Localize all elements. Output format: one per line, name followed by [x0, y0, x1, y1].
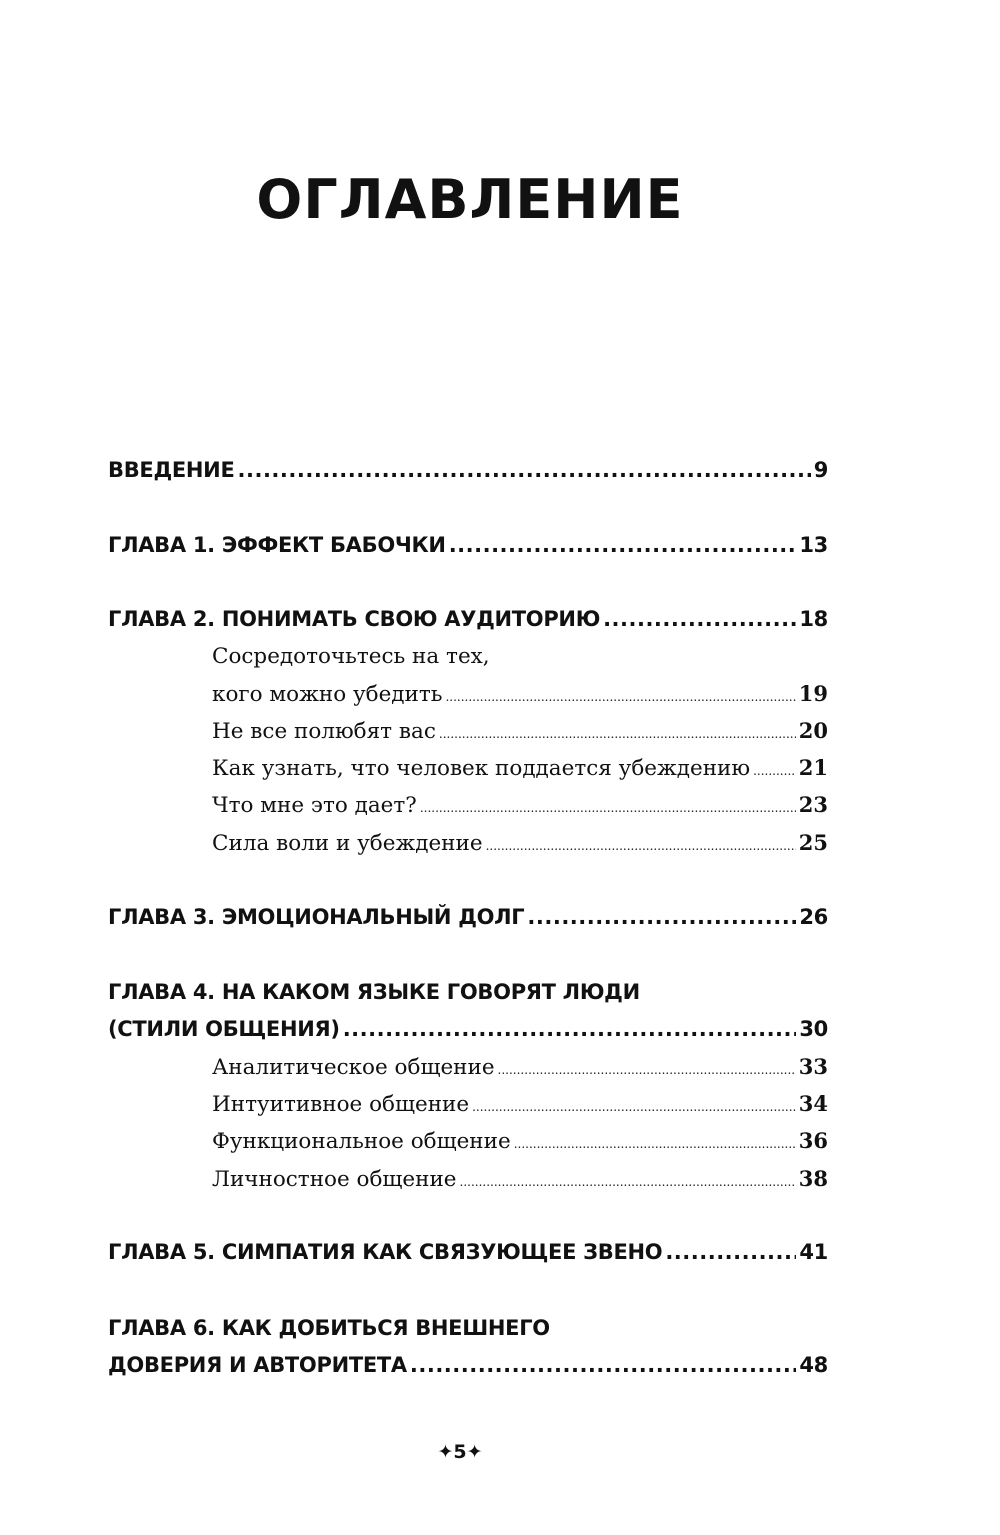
- toc-entry-chapter-6: [108, 1353, 828, 1377]
- toc-entry-label: ГЛАВА 2. ПОНИМАТЬ СВОЮ АУДИТОРИЮ: [108, 607, 601, 631]
- dot-leader: [472, 1100, 796, 1114]
- toc-entry-introduction: [108, 458, 828, 482]
- dot-leader: [343, 1017, 797, 1041]
- toc-entry-page: 30: [799, 1017, 828, 1041]
- dot-leader: [460, 1175, 796, 1189]
- toc-entry-chapter-1: [108, 533, 828, 557]
- toc-subentry: [212, 1054, 828, 1080]
- toc-entry-label: Функциональное общение: [212, 1129, 511, 1154]
- toc-entry-label: кого можно убедить: [212, 682, 443, 707]
- toc-entry-page: 41: [799, 1240, 828, 1264]
- toc-entry-page: 23: [798, 792, 828, 817]
- toc-entry-label: Не все полюбят вас: [212, 719, 436, 744]
- toc-subentry: [212, 792, 828, 818]
- toc-entry-label: ГЛАВА 1. ЭФФЕКТ БАБОЧКИ: [108, 533, 446, 557]
- toc-subentry: [212, 718, 828, 744]
- toc-subentry: [212, 1128, 828, 1154]
- toc-entry-page: 48: [799, 1353, 828, 1377]
- dot-leader: [439, 727, 796, 741]
- toc-subentry: [212, 830, 828, 856]
- dot-leader: [753, 764, 796, 778]
- toc-entry-page: 9: [813, 458, 828, 482]
- dot-leader: [449, 533, 797, 557]
- toc-subentry: [212, 1166, 828, 1192]
- dot-leader: [445, 690, 795, 704]
- toc-entry-line1: ГЛАВА 6. КАК ДОБИТЬСЯ ВНЕШНЕГО: [108, 1316, 550, 1340]
- toc-entry-chapter-4: [108, 1017, 828, 1041]
- toc-entry-label: Что мне это дает?: [212, 793, 417, 818]
- page-title: ОГЛАВЛЕНИЕ: [256, 168, 684, 231]
- dot-leader: [420, 801, 796, 815]
- toc-entry-page: 25: [798, 830, 828, 855]
- toc-entry-label: ДОВЕРИЯ И АВТОРИТЕТА: [108, 1353, 407, 1377]
- dot-leader: [238, 458, 811, 482]
- toc-entry-page: 26: [799, 905, 828, 929]
- dot-leader: [603, 607, 796, 631]
- toc-entry-page: 38: [798, 1166, 828, 1191]
- toc-subentry: [212, 681, 828, 707]
- toc-entry-label: ГЛАВА 3. ЭМОЦИОНАЛЬНЫЙ ДОЛГ: [108, 905, 525, 929]
- toc-entry-page: 13: [799, 533, 828, 557]
- toc-entry-page: 21: [798, 755, 828, 780]
- dot-leader: [514, 1137, 796, 1151]
- dot-leader: [665, 1240, 796, 1264]
- toc-subentry: [212, 755, 828, 781]
- toc-entry-page: 34: [798, 1091, 828, 1116]
- dot-leader: [486, 839, 796, 853]
- dot-leader: [410, 1353, 796, 1377]
- toc-entry-page: 19: [798, 681, 828, 706]
- toc-subentry: [212, 1091, 828, 1117]
- toc-entry-label: Интуитивное общение: [212, 1092, 470, 1117]
- toc-entry-label: ГЛАВА 5. СИМПАТИЯ КАК СВЯЗУЮЩЕЕ ЗВЕНО: [108, 1240, 663, 1264]
- toc-entry-chapter-2: [108, 607, 828, 631]
- dot-leader: [498, 1063, 796, 1077]
- toc-entry-page: 33: [798, 1054, 828, 1079]
- toc-entry-line1: Сосредоточьтесь на тех,: [212, 644, 490, 669]
- toc-entry-label: Сила воли и убеждение: [212, 831, 483, 856]
- toc-entry-label: (СТИЛИ ОБЩЕНИЯ): [108, 1017, 340, 1041]
- toc-entry-label: ВВЕДЕНИЕ: [108, 458, 235, 482]
- toc-entry-label: Личностное общение: [212, 1167, 457, 1192]
- toc-entry-page: 36: [798, 1128, 828, 1153]
- page-number: ✦5✦: [437, 1441, 483, 1463]
- toc-entry-chapter-5: [108, 1240, 828, 1264]
- toc-entry-label: Аналитическое общение: [212, 1055, 495, 1080]
- toc-entry-page: 20: [798, 718, 828, 743]
- toc-entry-page: 18: [799, 607, 828, 631]
- toc-entry-chapter-3: [108, 905, 828, 929]
- dot-leader: [527, 905, 796, 929]
- toc-entry-line1: ГЛАВА 4. НА КАКОМ ЯЗЫКЕ ГОВОРЯТ ЛЮДИ: [108, 980, 640, 1004]
- toc-entry-label: Как узнать, что человек поддается убеждению: [212, 756, 751, 781]
